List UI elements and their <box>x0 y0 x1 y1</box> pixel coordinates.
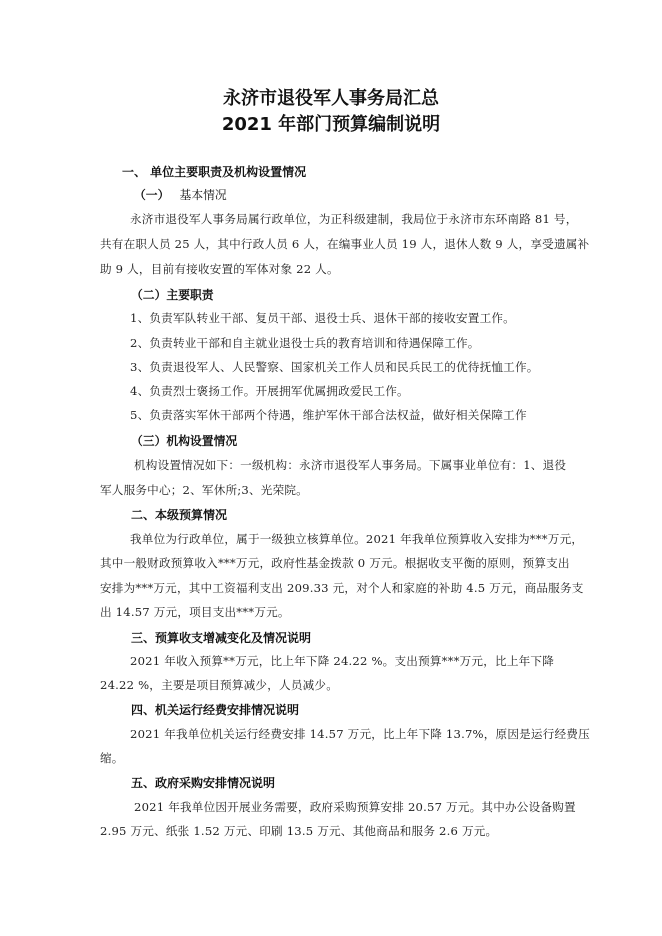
paragraph-line: 助 9 人，目前有接收安置的军体对象 22 人。 <box>100 262 339 276</box>
paragraph-line: 安排为***万元，其中工资福利支出 209.33 元，对个人和家庭的补助 4.5 万元，商品服务支 <box>100 581 584 595</box>
document-title-line1: 永济市退役军人事务局汇总 <box>223 88 439 109</box>
paragraph-line: 出 14.57 万元，项目支出***万元。 <box>100 605 290 619</box>
subsection-heading-duties: （二）主要职责 <box>131 288 214 302</box>
section-heading-4: 四、机关运行经费安排情况说明 <box>131 703 300 717</box>
section-heading-1: 一、 单位主要职责及机构设置情况 <box>122 165 307 179</box>
section-heading-3: 三、预算收支增减变化及情况说明 <box>131 631 312 645</box>
section-heading-5: 五、政府采购安排情况说明 <box>131 776 276 790</box>
document-title-line2: 2021 年部门预算编制说明 <box>221 114 441 135</box>
paragraph-line: 永济市退役军人事务局属行政单位，为正科级建制，我局位于永济市东环南路 81 号， <box>130 212 578 226</box>
list-item: 4、负责烈士褒扬工作。开展拥军优属拥政爱民工作。 <box>130 384 409 398</box>
list-item: 2、负责转业干部和自主就业退役士兵的教育培训和待遇保障工作。 <box>130 336 480 350</box>
list-item: 3、负责退役军人、人民警察、国家机关工作人员和民兵民工的优待抚恤工作。 <box>130 360 539 374</box>
subsection-heading-basic <box>134 186 227 203</box>
paragraph-line: 共有在职人员 25 人，其中行政人员 6 人，在编事业人员 19 人，退休人数 9 人，享受遗属补 <box>100 237 590 251</box>
paragraph-line: 2021 年收入预算**万元，比上年下降 24.22 %。支出预算***万元，比上年下降 <box>130 654 554 668</box>
paragraph-line: 24.22 %，主要是项目预算减少，人员减少。 <box>100 678 338 692</box>
paragraph-line: 我单位为行政单位，属于一级独立核算单位。2021 年我单位预算收入安排为***万元， <box>130 532 584 546</box>
list-item: 1、负责军队转业干部、复员干部、退役士兵、退休干部的接收安置工作。 <box>130 311 515 325</box>
subsection-heading-org: （三）机构设置情况 <box>131 434 238 448</box>
subsection-title: 基本情况 <box>179 188 227 202</box>
subsection-number: （一） <box>134 188 170 202</box>
paragraph-line: 机构设置情况如下：一级机构：永济市退役军人事务局。下属事业单位有：1、退役 <box>134 458 567 472</box>
paragraph-line: 缩。 <box>100 751 124 765</box>
list-item: 5、负责落实军休干部两个待遇，维护军休干部合法权益，做好相关保障工作 <box>130 408 527 422</box>
paragraph-line: 2.95 万元、纸张 1.52 万元、印刷 13.5 万元、其他商品和服务 2.6 万元。 <box>100 824 498 838</box>
paragraph-line: 2021 年我单位因开展业务需要，政府采购预算安排 20.57 万元。其中办公设备购置 <box>134 800 576 814</box>
paragraph-line: 其中一般财政预算收入***万元，政府性基金拨款 0 万元。根据收支平衡的原则，预算支出 <box>100 556 570 570</box>
paragraph-line: 军人服务中心；2、军休所;3、光荣院。 <box>100 483 308 497</box>
paragraph-line: 2021 年我单位机关运行经费安排 14.57 万元，比上年下降 13.7%，原因是运行经费压 <box>130 727 590 741</box>
section-heading-2: 二、本级预算情况 <box>131 508 228 522</box>
